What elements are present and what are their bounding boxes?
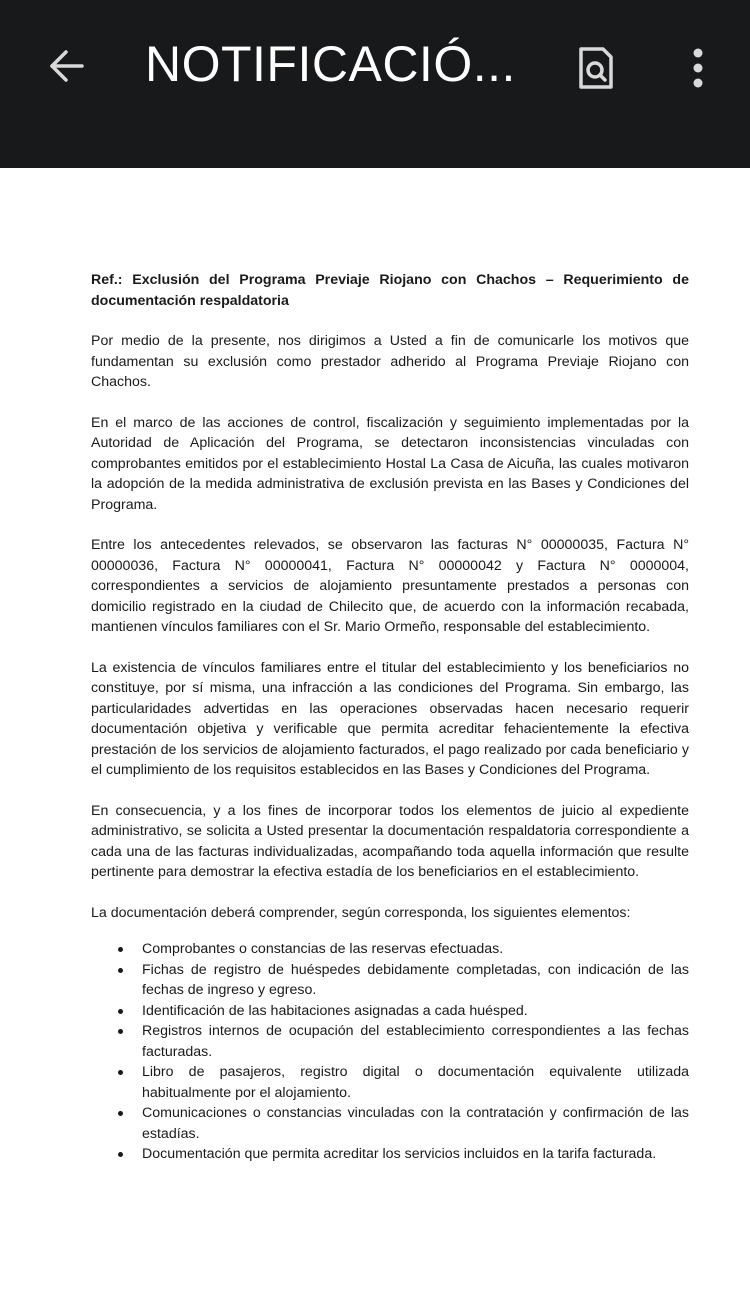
document-body [91, 270, 689, 1165]
requirements-list [91, 939, 689, 1165]
list-item [91, 1001, 689, 1022]
bullet-icon [118, 1009, 123, 1014]
list-item [91, 1144, 689, 1165]
paragraph: Entre los antecedentes relevados, se observaron las facturas N° 00000035, Factura N° 00000036, Factura N° 00000041, Factura N° 00000042 y Factura N° 0000004, correspondientes a servicios de alojamiento presuntamente prestados a personas con domicilio registrado en la ciudad de Chilecito que, de acuerdo con la información recabada, mantienen vínculos familiares con el Sr. Mario Ormeño, responsable del establecimiento. [91, 537, 689, 635]
list-item-text: Comunicaciones o constancias vinculadas con la contratación y confirmación de las estadías. [142, 1105, 689, 1142]
list-item-text: Identificación de las habitaciones asignadas a cada huésped. [142, 1002, 528, 1019]
list-item-text: Comprobantes o constancias de las reservas efectuadas. [142, 941, 504, 957]
page-title: NOTIFICACIÓ... [145, 36, 516, 92]
document-page [0, 168, 750, 1297]
app-bar [0, 0, 750, 168]
reference-line: Ref.: Exclusión del Programa Previaje Riojano con Chachos – Requerimiento de documentación respaldatoria [91, 272, 689, 309]
list-intro: La documentación deberá comprender, según corresponda, los siguientes elementos: [91, 904, 631, 921]
list-item-text: Libro de pasajeros, registro digital o documentación equivalente utilizada habitualmente por el alojamiento. [142, 1064, 689, 1101]
list-item [91, 1021, 689, 1062]
arrow-left-icon [46, 46, 86, 86]
list-item [91, 1103, 689, 1144]
paragraph: Por medio de la presente, nos dirigimos a Usted a fin de comunicarle los motivos que fundamentan su exclusión como prestador adherido al Programa Previaje Riojano con Chachos. [91, 333, 689, 390]
back-button[interactable] [40, 40, 92, 92]
bullet-icon [118, 1111, 123, 1116]
bullet-icon [118, 1152, 123, 1157]
list-item-text: Fichas de registro de huéspedes debidamente completadas, con indicación de las fechas de ingreso y egreso. [142, 961, 689, 998]
paragraph: La existencia de vínculos familiares entre el titular del establecimiento y los beneficiarios no constituye, por sí misma, una infracción a las condiciones del Programa. Sin embargo, las particularidades advertidas en las operaciones observadas hacen necesario requerir documentación objetiva y verificable que permita acreditar fehacientemente la efectiva prestación de los servicios de alojamiento facturados, el pago realizado por cada beneficiario y el cumplimiento de los requisitos establecidos en las Bases y Condiciones del Programa. [91, 659, 689, 778]
bullet-icon [118, 1070, 123, 1075]
list-item [91, 939, 689, 960]
document-search-button[interactable] [572, 42, 620, 94]
list-item-text: Registros internos de ocupación del establecimiento correspondientes a las fechas facturadas. [142, 1023, 689, 1060]
bullet-icon [118, 947, 123, 952]
list-item [91, 960, 689, 1001]
list-item-text: Documentación que permita acreditar los servicios incluidos en la tarifa facturada. [142, 1146, 657, 1162]
more-vertical-icon [691, 46, 705, 90]
bullet-icon [118, 968, 123, 973]
paragraph: En el marco de las acciones de control, fiscalización y seguimiento implementadas por la Autoridad de Aplicación del Programa, se detectaron inconsistencias vinculadas con comprobantes emitidos por el establecimiento Hostal La Casa de Aicuña, las cuales motivaron la adopción de la medida administrativa de exclusión prevista en las Bases y Condiciones del Programa. [91, 414, 689, 513]
more-options-button[interactable] [680, 40, 716, 96]
bullet-icon [118, 1029, 123, 1034]
document-search-icon [576, 45, 616, 91]
list-item [91, 1062, 689, 1103]
paragraph: En consecuencia, y a los fines de incorporar todos los elementos de juicio al expediente administrativo, se solicita a Usted presentar la documentación respaldatoria correspondiente a cada una de las facturas individualizadas, acompañando toda aquella información que resulte pertinente para demostrar la efectiva estadía de los beneficiarios en el establecimiento. [91, 802, 689, 880]
